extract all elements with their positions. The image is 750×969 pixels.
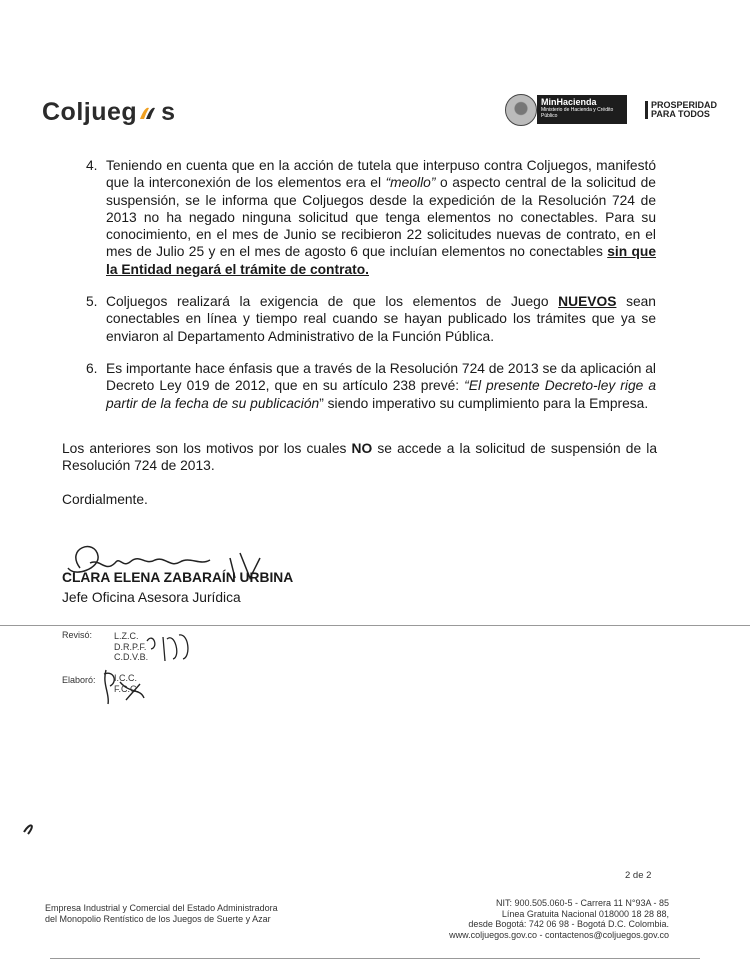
footer-right: NIT: 900.505.060-5 - Carrera 11 N°93A - 85 Línea Gratuita Nacional 018000 18 28 88, desde Bogotá: 742 06 98 - Bogotá D.C. Colombia. www.coljuegos.gov.co - contactenos@coljuegos.gov.co [420,898,669,940]
coljuegos-logo: Coljueg s [42,98,176,126]
item-number: 5. [86,294,98,309]
footer-contact: www.coljuegos.gov.co - contactenos@coljuegos.gov.co [449,929,669,940]
ministry-name: MinHacienda [541,97,597,107]
reviewer-initials-scribble [145,627,195,665]
reviso-initials: L.Z.C. D.R.P.F. C.D.V.B. [114,631,149,662]
minhacienda-logo [537,95,627,124]
pen-mark-icon [20,820,40,836]
footer-left: Empresa Industrial y Comercial del Estado Administradora del Monopolio Rentístico de los Juegos de Suerte y Azar [45,903,278,924]
closing: Cordialmente. [62,492,148,507]
logo-swirl-icon [137,104,161,122]
reviso-label: Revisó: [62,630,93,640]
page-number: 2 de 2 [625,870,652,881]
colombia-coat-of-arms-icon [505,94,537,126]
item-paragraph: Teniendo en cuenta que en la acción de tutela que interpuso contra Coljuegos, manifestó que la interconexión de los elementos era el “meollo” o aspecto central de la solicitud de suspensión, se le informa que Coljuegos desde la expedición de la Resolución 724 de 2013 no ha negado ninguna solicitud que tenga elementos no conectables. Para su conocimiento, en el mes de Junio se recibieron 22 solicitudes nuevas de contrato, en el mes de Julio 25 y en el mes de agosto 6 que incluían elementos no conectables sin que la Entidad negará el trámite de contrato. [106,158,657,277]
elaboro-label: Elaboró: [62,675,96,685]
elaboro-initials: I.C.C. F.C.C. [114,673,140,694]
item-number: 4. [86,158,98,173]
footer-divider [50,958,700,959]
prosperity-line2: PARA TODOS [651,109,710,119]
divider [0,625,750,626]
signer-title: Jefe Oficina Asesora Jurídica [62,590,241,605]
author-initials-scribble [100,664,150,706]
item-paragraph: Es importante hace énfasis que a través de la Resolución 724 de 2013 se da aplicación al Decreto Ley 019 de 2012, que en su artículo 238 prevé: “El presente Decreto-ley rige a partir de la fecha de su publicación” siendo imperativo su cumplimiento para la Empresa. [106,361,656,411]
conclusion-paragraph: Los anteriores son los motivos por los cuales NO se accede a la solicitud de suspensión de la Resolución 724 de 2013. [62,441,657,474]
ministry-sub: Ministerio de Hacienda y Crédito Público [541,107,614,119]
prosperity-logo [645,101,717,119]
signer-name: CLARA ELENA ZABARAÍN URBINA [62,570,294,585]
prosperity-line1: PROSPERIDAD [651,100,718,110]
item-number: 6. [86,361,98,376]
item-paragraph: Coljuegos realizará la exigencia de que los elementos de Juego NUEVOS sean conectables en línea y tiempo real cuando se hayan publicado los trámites que ya se enviaron al Departamento Administrativo de la Función Pública. [106,294,656,344]
